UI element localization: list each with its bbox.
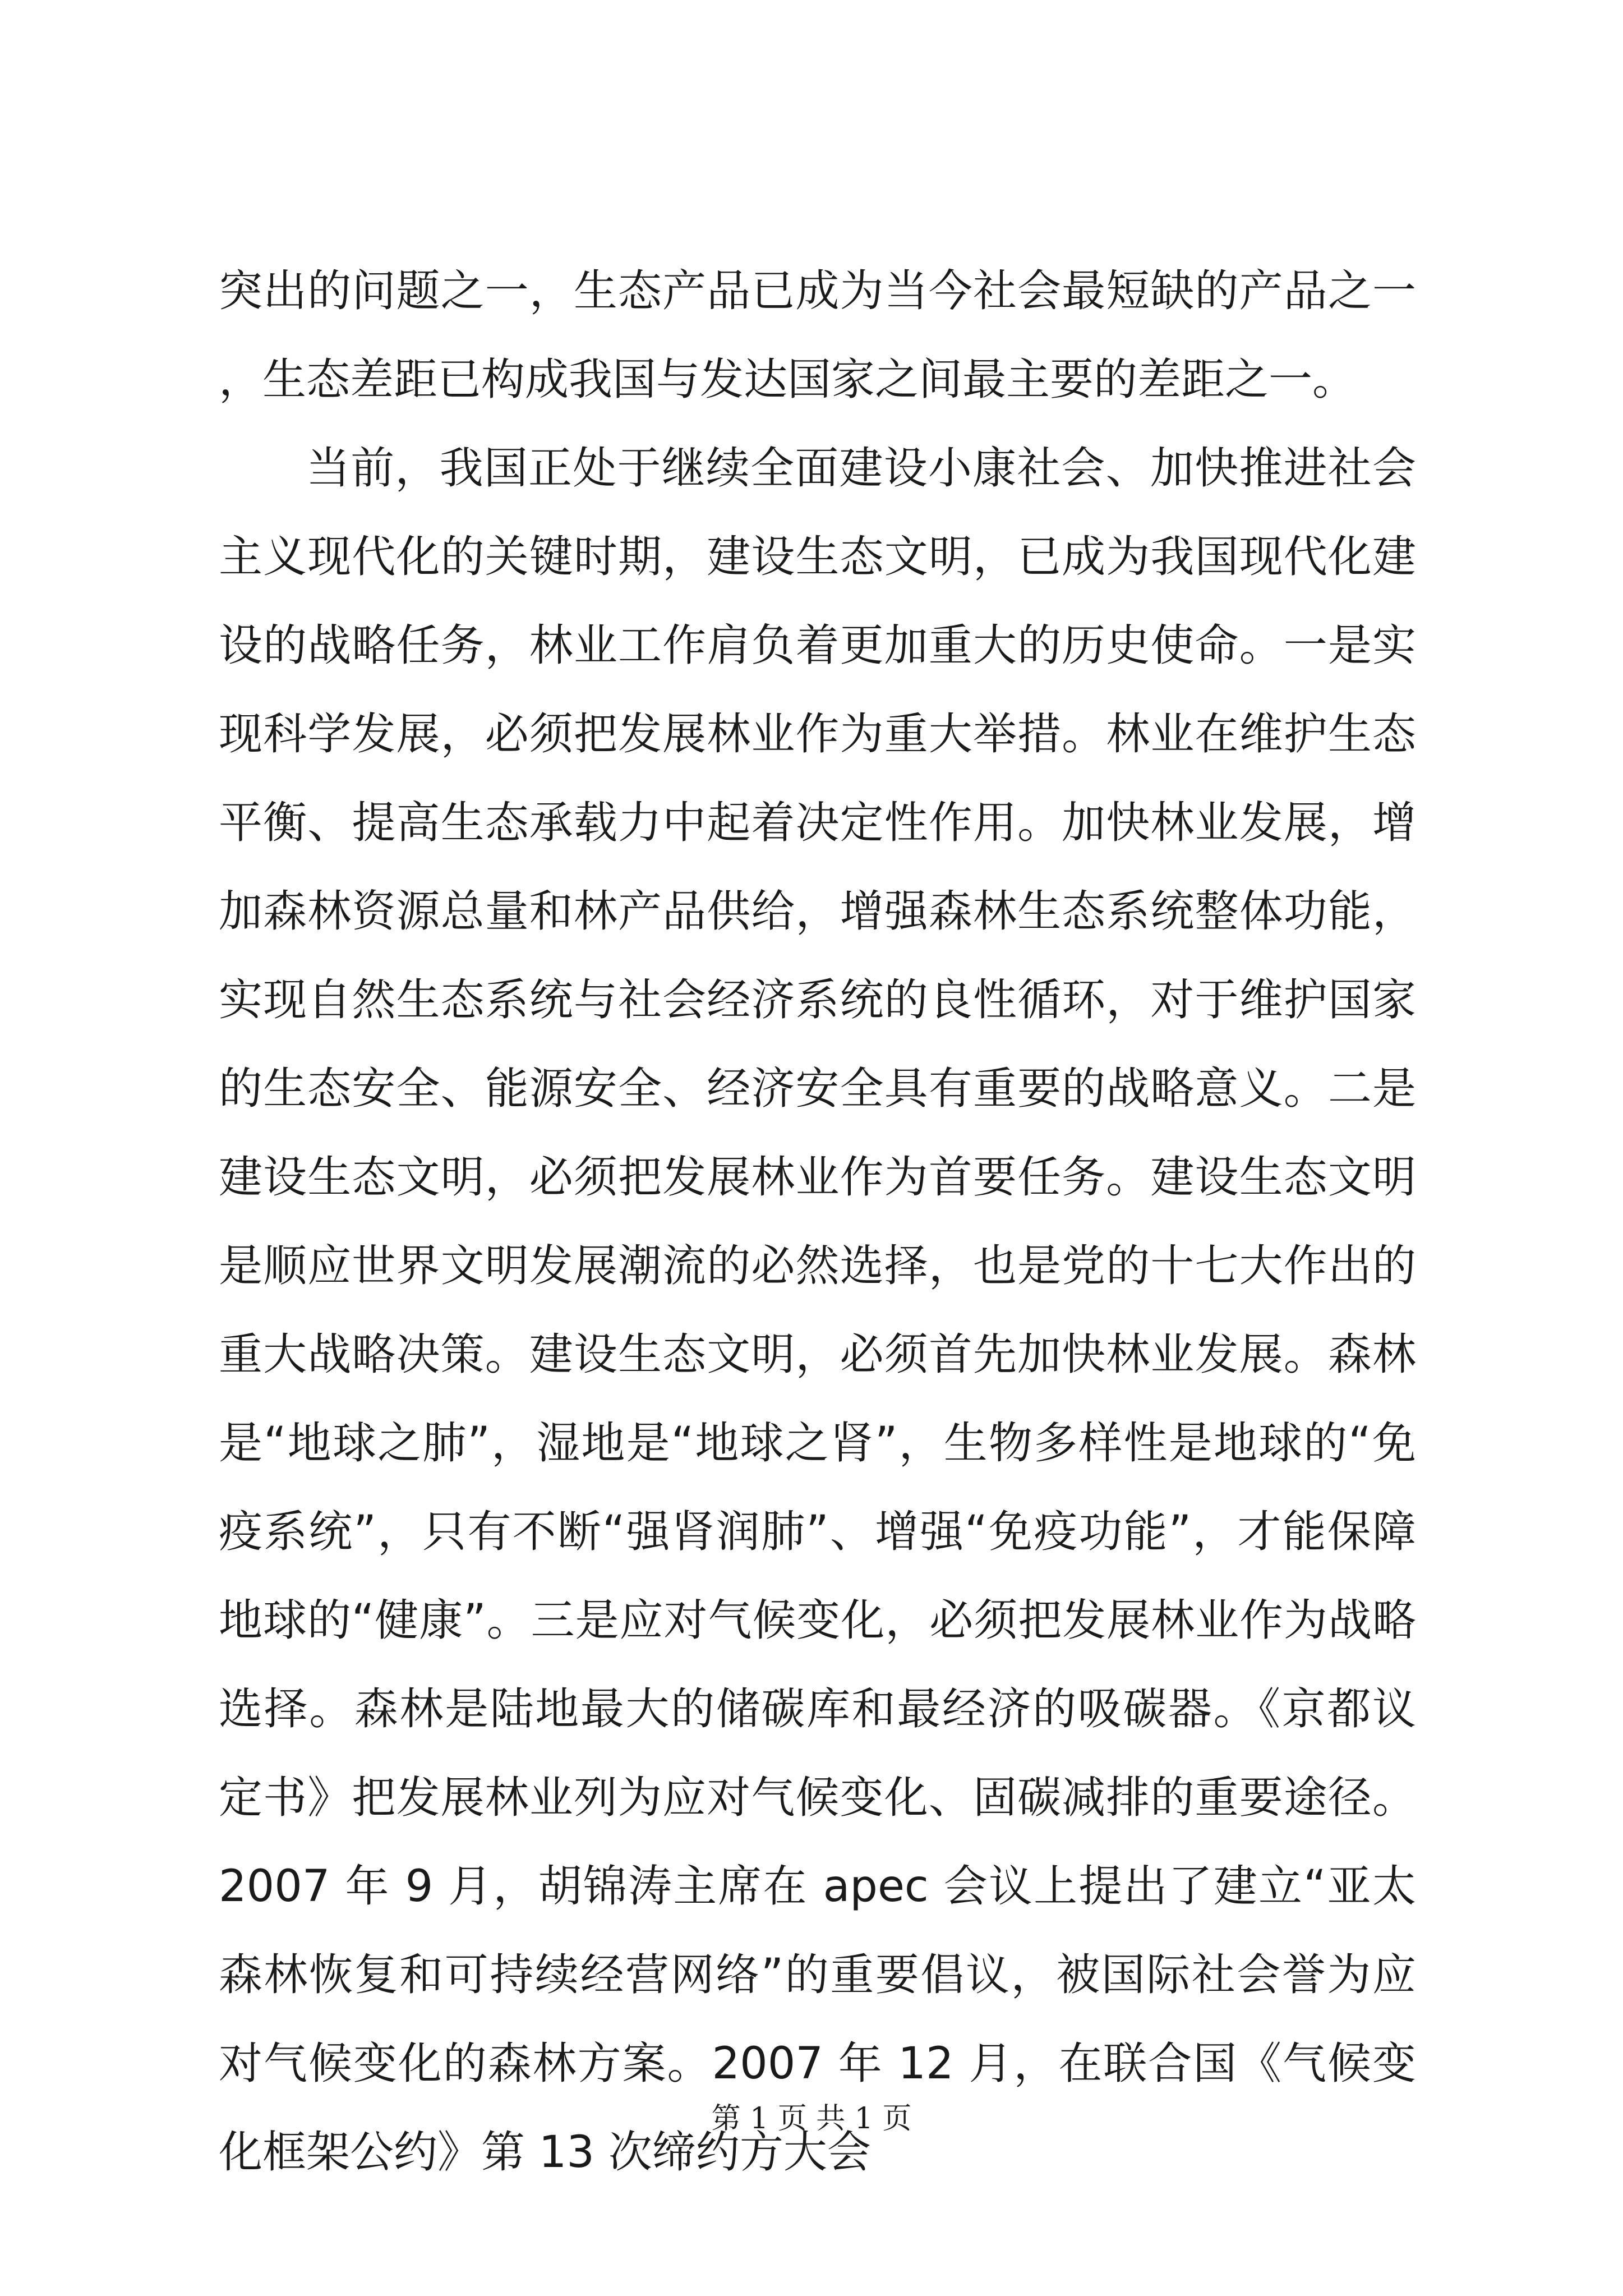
page-number-footer: 第 1 页 共 1 页	[711, 2102, 912, 2136]
paragraph-continuation: 突出的问题之一，生态产品已成为当今社会最短缺的产品之一，生态差距已构成我国与发达国家之间最主要的差距之一。	[219, 266, 1416, 405]
paragraph-main: 当前，我国正处于继续全面建设小康社会、加快推进社会主义现代化的关键时期，建设生态文明，已成为我国现代化建设的战略任务，林业工作肩负着更加重大的历史使命。一是实现科学发展，必须把发展林业作为重大举措。林业在维护生态平衡、提高生态承载力中起着决定性作用。加快林业发展，增加森林资源总量和林产品供给，增强森林生态系统整体功能，实现自然生态系统与社会经济系统的良性循环，对于维护国家的生态安全、能源安全、经济安全具有重要的战略意义。二是建设生态文明，必须把发展林业作为首要任务。建设生态文明是顺应世界文明发展潮流的必然选择，也是党的十七大作出的重大战略决策。建设生态文明，必须首先加快林业发展。森林是“地球之肺”，湿地是“地球之肾”，生物多样性是地球的“免疫系统”，只有不断“强肾润肺”、增强“免疫功能”，才能保障地球的“健康”。三是应对气候变化，必须把发展林业作为战略选择。森林是陆地最大的储碳库和最经济的吸碳器。《京都议定书》把发展林业列为应对气候变化、固碳减排的重要途径。2007 年 9 月，胡锦涛主席在 apec 会议上提出了建立“亚太森林恢复和可持续经营网络”的重要倡议，被国际社会誉为应对气候变化的森林方案。2007 年 12 月，在联合国《气候变化框架公约》第 13 次缔约方大会	[219, 443, 1416, 2178]
document-body	[219, 247, 1416, 2197]
